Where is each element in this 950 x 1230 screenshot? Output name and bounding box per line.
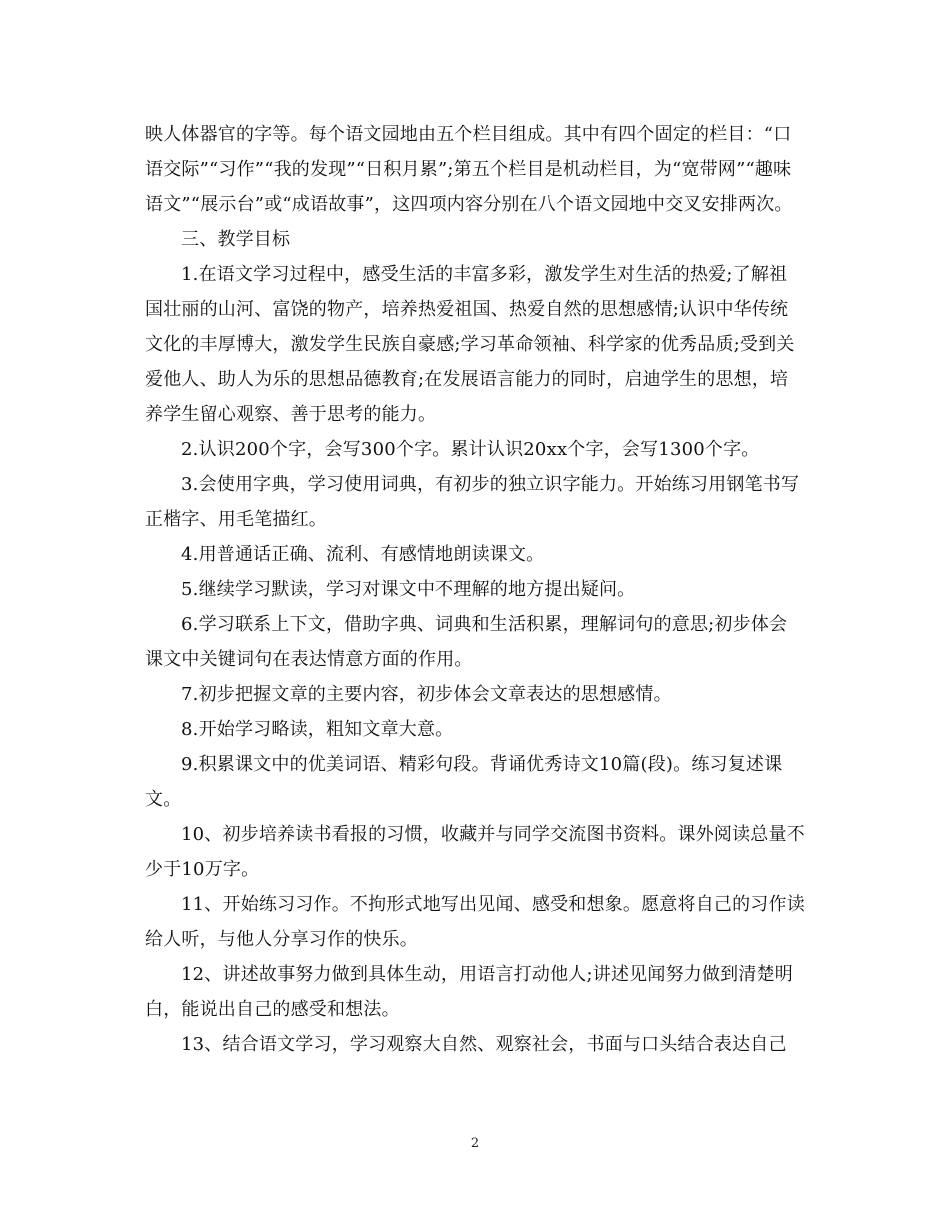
goal-item-12: 12、讲述故事努力做到具体生动，用语言打动他人;讲述见闻努力做到清楚明白，能说出自己的感受和想法。 [145, 964, 793, 1020]
paragraph-continuation: 映人体器官的字等。每个语文园地由五个栏目组成。其中有四个固定的栏目：“口语交际”“习作”“我的发现”“日积月累”;第五个栏目是机动栏目，为“宽带网”“趣味语文”“展示台”或“成语故事”，这四项内容分别在八个语文园地中交叉安排两次。 [145, 124, 793, 215]
goal-item-10: 10、初步培养读书看报的习惯，收藏并与同学交流图书资料。课外阅读总量不少于10万字。 [145, 824, 805, 880]
goal-item-5: 5.继续学习默读，学习对课文中不理解的地方提出疑问。 [181, 579, 636, 600]
goal-item-13: 13、结合语文学习，学习观察大自然、观察社会，书面与口头结合表达自己 [181, 1034, 787, 1055]
goal-item-2: 2.认识200个字，会写300个字。累计认识20xx个字，会写1300个字。 [181, 439, 760, 460]
goal-item-4: 4.用普通话正确、流利、有感情地朗读课文。 [181, 544, 545, 565]
goal-item-3: 3.会使用字典，学习使用词典，有初步的独立识字能力。开始练习用钢笔书写正楷字、用毛笔描红。 [145, 474, 800, 530]
goal-item-7: 7.初步把握文章的主要内容，初步体会文章表达的思想感情。 [181, 684, 672, 705]
section-heading-teaching-goals: 三、教学目标 [181, 229, 291, 250]
goal-item-6: 6.学习联系上下文，借助字典、词典和生活积累，理解词句的意思;初步体会课文中关键词句在表达情意方面的作用。 [145, 614, 788, 670]
goal-item-8: 8.开始学习略读，粗知文章大意。 [181, 719, 454, 740]
document-body [145, 117, 805, 1062]
goal-item-11: 11、开始练习习作。不拘形式地写出见闻、感受和想象。愿意将自己的习作读给人听，与他人分享习作的快乐。 [145, 894, 805, 950]
page-number: 2 [470, 1136, 480, 1151]
goal-item-1: 1.在语文学习过程中，感受生活的丰富多彩，激发学生对生活的热爱;了解祖国壮丽的山河、富饶的物产，培养热爱祖国、热爱自然的思想感情;认识中华传统文化的丰厚博大，激发学生民族自豪感;学习革命领袖、科学家的优秀品质;受到关爱他人、助人为乐的思想品德教育;在发展语言能力的同时，启迪学生的思想，培养学生留心观察、善于思考的能力。 [145, 264, 795, 425]
goal-item-9: 9.积累课文中的优美词语、精彩句段。背诵优秀诗文10篇(段)。练习复述课文。 [145, 754, 783, 810]
